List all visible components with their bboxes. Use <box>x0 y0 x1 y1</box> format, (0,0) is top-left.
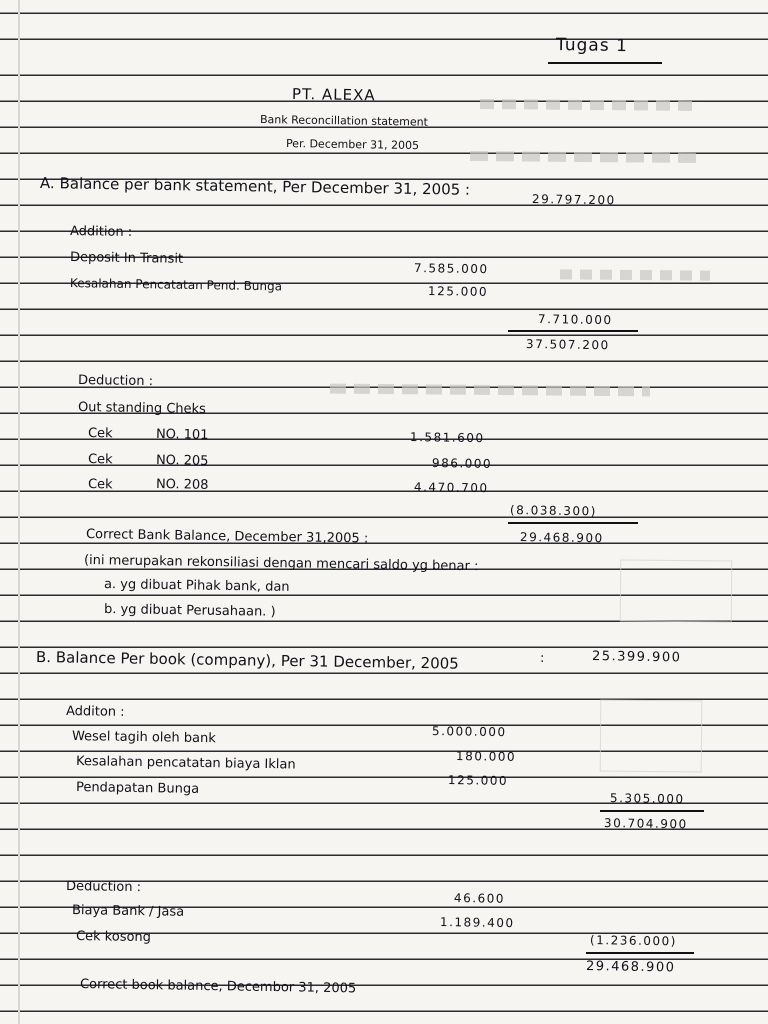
check-label: Cek <box>87 452 113 468</box>
addition-item-label: Wesel tagih oleh bank <box>71 729 216 747</box>
total-rule <box>600 810 704 812</box>
correct-bank-balance-label: Correct Bank Balance, December 31,2005 : <box>85 527 369 547</box>
check-number: NO. 101 <box>155 427 209 443</box>
deduction-label: Deduction : <box>65 879 142 896</box>
addition-item-amount: 7.585.000 <box>413 261 489 277</box>
addition-item-amount: 125.000 <box>427 284 489 299</box>
deduction-total: (1.236.000) <box>589 933 678 949</box>
bleed-through-box <box>620 560 733 623</box>
bleed-through-marks <box>330 384 650 397</box>
bleed-through-box <box>600 700 703 773</box>
deduction-item-label: Biaya Bank / Jasa <box>71 903 185 920</box>
assignment-underline <box>548 62 662 64</box>
section-b-heading: B. Balance Per book (company), Per 31 December, 2005 <box>35 648 459 673</box>
check-amount: 1.581.600 <box>409 430 485 446</box>
bleed-through-marks <box>470 151 700 163</box>
page-margin <box>18 0 20 1024</box>
correct-bank-balance: 29.468.900 <box>519 530 604 546</box>
bleed-through-marks <box>560 269 710 280</box>
addition-item-amount: 125.000 <box>447 773 509 788</box>
check-number: NO. 205 <box>155 453 209 469</box>
total-rule <box>586 952 694 954</box>
bank-statement-balance: 29.797.200 <box>531 192 616 208</box>
outstanding-checks-label: Out standing Cheks <box>77 400 206 418</box>
check-amount: 4.470.700 <box>413 480 489 496</box>
note-line: a. yg dibuat Pihak bank, dan <box>103 577 290 595</box>
deduction-label: Deduction : <box>77 373 154 390</box>
deduction-item-amount: 1.189.400 <box>439 915 515 931</box>
bank-subtotal: 37.507.200 <box>525 337 610 353</box>
correct-book-balance-label: Correct book balance, Decembor 31, 2005 <box>79 977 357 997</box>
assignment-label: Tugas 1 <box>555 35 629 57</box>
note-line: b. yg dibuat Perusahaan. ) <box>103 602 276 620</box>
addition-item-label: Pendapatan Bunga <box>75 780 200 797</box>
check-amount: 986.000 <box>431 456 493 471</box>
addition-total: 5.305.000 <box>609 791 685 807</box>
total-rule <box>508 522 638 524</box>
addition-label: Additon : <box>65 704 125 720</box>
book-balance: 25.399.900 <box>591 649 682 666</box>
statement-date: Per. December 31, 2005 <box>285 137 420 153</box>
addition-item-label: Kesalahan Pencatatan Pend. Bunga <box>69 276 283 294</box>
company-name: PT. ALEXA <box>291 85 376 105</box>
deduction-total: (8.038.300) <box>509 503 598 519</box>
addition-item-amount: 180.000 <box>455 749 517 764</box>
check-label: Cek <box>87 477 113 493</box>
deduction-item-amount: 46.600 <box>453 891 506 906</box>
book-subtotal: 30.704.900 <box>603 816 688 832</box>
deduction-item-label: Cek kosong <box>75 929 152 946</box>
addition-total: 7.710.000 <box>537 312 613 328</box>
correct-book-balance: 29.468.900 <box>585 959 676 976</box>
check-number: NO. 208 <box>155 477 209 493</box>
addition-item-label: Deposit In Transit <box>69 250 184 267</box>
total-rule <box>508 330 638 332</box>
statement-title: Bank Reconcillation statement <box>259 113 429 129</box>
addition-label: Addition : <box>69 224 133 240</box>
addition-item-label: Kesalahan pencatatan biaya Iklan <box>75 754 296 773</box>
bleed-through-marks <box>480 99 700 111</box>
addition-item-amount: 5.000.000 <box>431 724 507 740</box>
check-label: Cek <box>87 426 113 442</box>
section-b-colon: : <box>539 651 545 667</box>
section-a-heading: A. Balance per bank statement, Per December 31, 2005 : <box>39 174 471 199</box>
note-line: (ini merupakan rekonsiliasi dengan mencari saldo yg benar : <box>83 553 479 575</box>
